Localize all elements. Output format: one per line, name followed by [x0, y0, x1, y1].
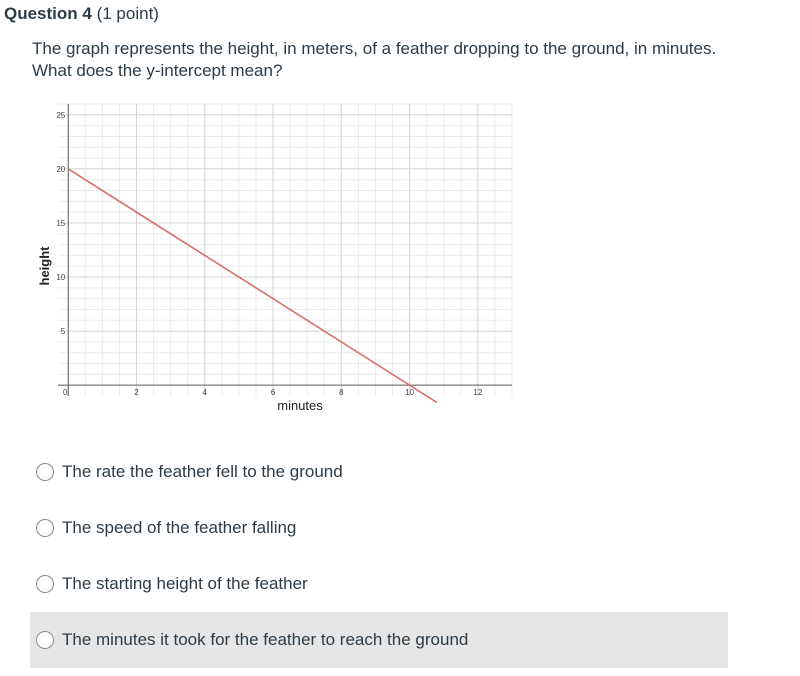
- x-tick-label: 2: [134, 388, 139, 398]
- y-tick-label: 25: [56, 110, 66, 120]
- answer-option[interactable]: [30, 612, 728, 668]
- x-tick-label: 0: [63, 388, 68, 398]
- x-axis-label: minutes: [277, 398, 323, 413]
- graph: [30, 100, 520, 420]
- x-tick-label: 6: [270, 388, 276, 398]
- answer-label: The minutes it took for the feather to reach the ground: [62, 630, 469, 649]
- x-tick-label: 10: [405, 388, 415, 398]
- question-title: Question 4: [4, 4, 92, 23]
- question-text: The graph represents the height, in meters, of a feather dropping to the ground, in minutes. What does the y-intercept mean?: [32, 39, 717, 80]
- answer-label: The starting height of the feather: [62, 574, 308, 593]
- x-tick-label: 12: [473, 388, 483, 398]
- question-header: [4, 4, 159, 24]
- radio-button[interactable]: [36, 519, 54, 537]
- answer-list: [30, 444, 728, 668]
- question-points: (1 point): [96, 4, 159, 23]
- radio-button[interactable]: [36, 575, 54, 593]
- answer-option[interactable]: [30, 556, 728, 612]
- radio-button[interactable]: [36, 463, 54, 481]
- answer-label: The speed of the feather falling: [62, 518, 297, 537]
- y-axis-label: height: [37, 246, 52, 286]
- x-tick-label: 4: [202, 388, 208, 398]
- height-vs-minutes-chart: [30, 100, 520, 420]
- answer-option[interactable]: [30, 444, 728, 500]
- height-line: [68, 169, 437, 403]
- y-tick-label: 5: [60, 327, 66, 337]
- y-tick-label: 20: [56, 164, 66, 174]
- answer-label: The rate the feather fell to the ground: [62, 462, 343, 481]
- y-tick-label: 15: [56, 218, 66, 228]
- y-tick-label: 10: [56, 273, 66, 283]
- answer-option[interactable]: [30, 500, 728, 556]
- radio-button[interactable]: [36, 631, 54, 649]
- x-tick-label: 8: [339, 388, 344, 398]
